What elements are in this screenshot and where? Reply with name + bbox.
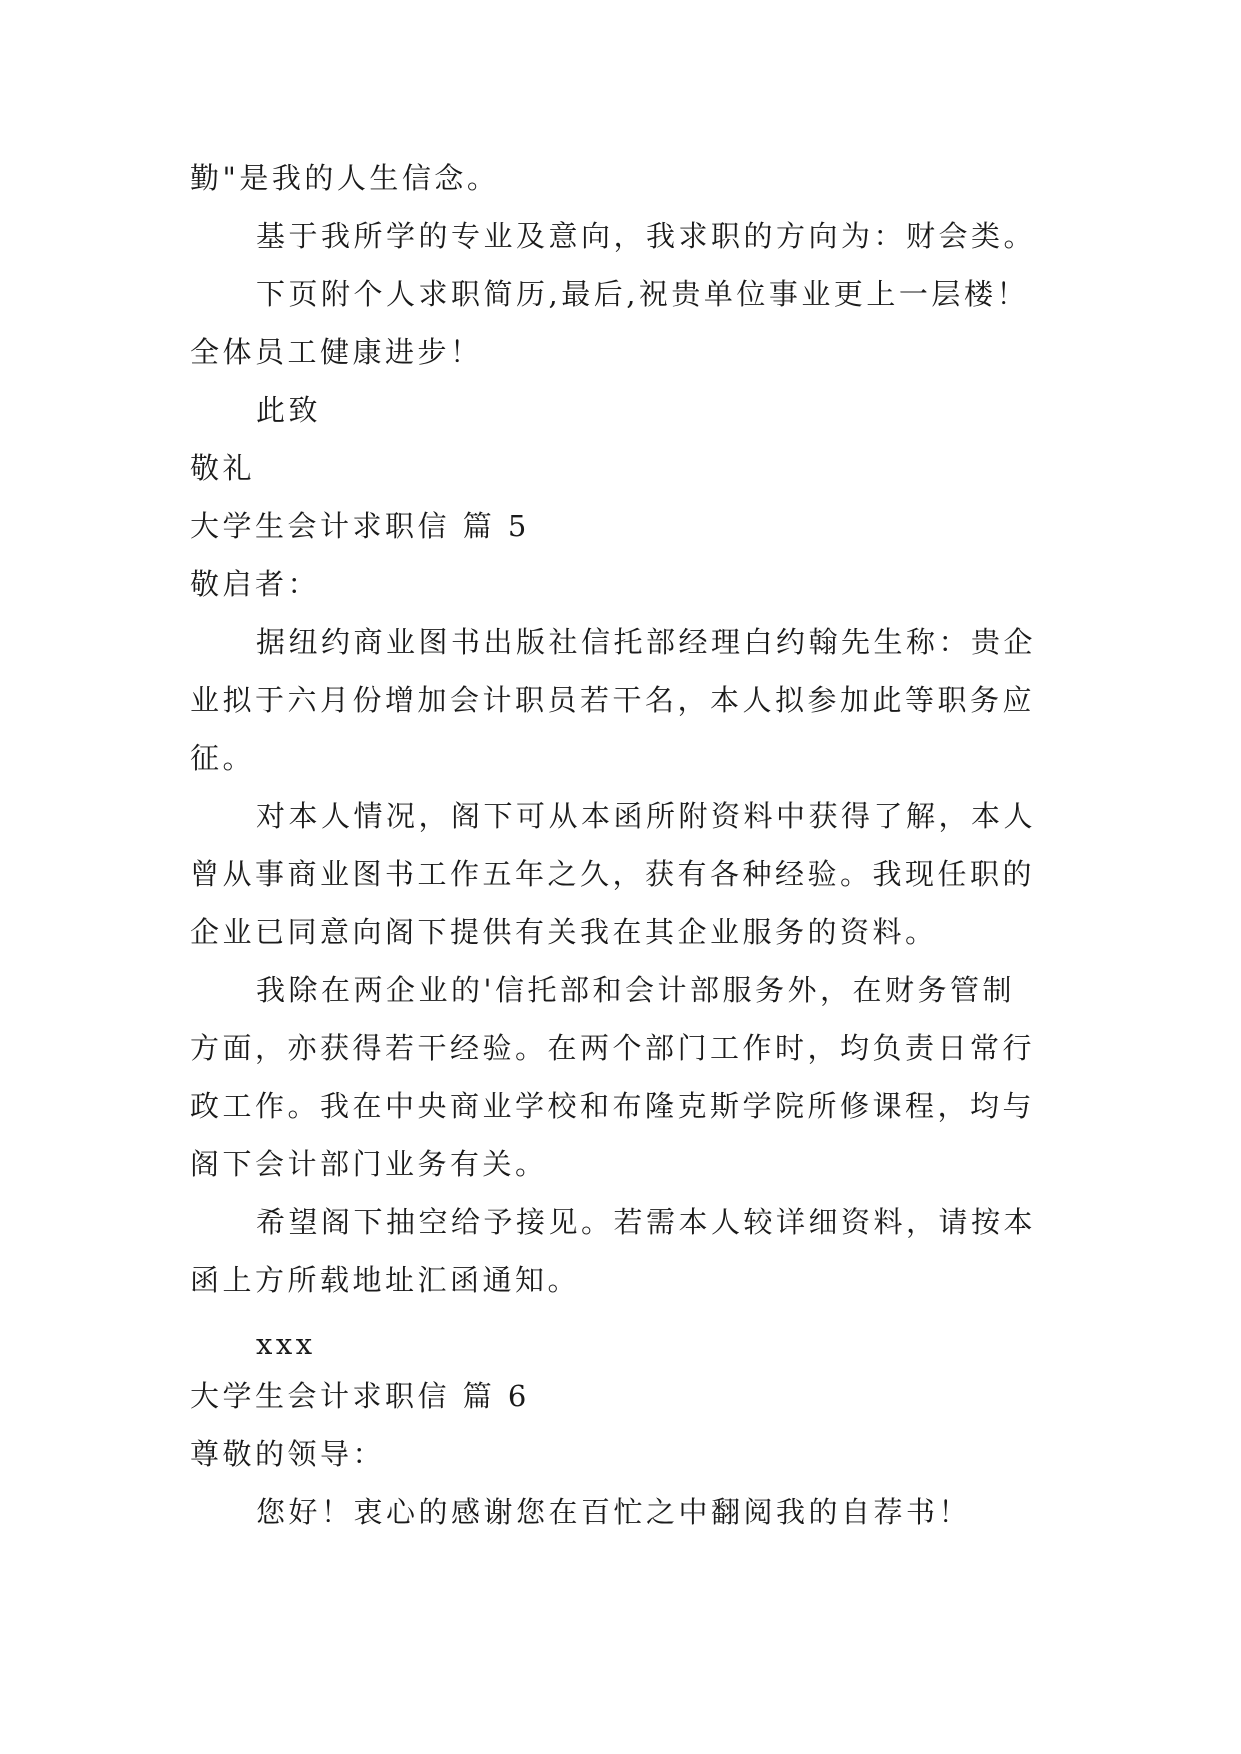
paragraph-line: 下页附个人求职简历,最后,祝贵单位事业更上一层楼！ [256,277,1029,311]
signature: xxx [256,1327,316,1361]
paragraph-line: 全体员工健康进步！ [190,335,483,369]
section-heading: 大学生会计求职信 篇 5 [190,509,530,543]
paragraph-line: 方面，亦获得若干经验。在两个部门工作时，均负责日常行 [190,1031,1036,1065]
salutation: 尊敬的领导： [190,1437,386,1471]
paragraph-line: 政工作。我在中央商业学校和布隆克斯学院所修课程，均与 [190,1089,1036,1123]
paragraph-line: 业拟于六月份增加会计职员若干名，本人拟参加此等职务应 [190,683,1036,717]
paragraph-line: 基于我所学的专业及意向，我求职的方向为：财会类。 [256,219,1037,253]
paragraph-line: 企业已同意向阁下提供有关我在其企业服务的资料。 [190,915,938,949]
salutation: 敬启者： [190,567,321,601]
paragraph-line: 征。 [190,741,256,775]
paragraph-line: 我除在两企业的'信托部和会计部服务外，在财务管制 [256,973,1015,1007]
paragraph-line: 希望阁下抽空给予接见。若需本人较详细资料，请按本 [256,1205,1037,1239]
section-heading: 大学生会计求职信 篇 6 [190,1379,530,1413]
paragraph-line: 对本人情况，阁下可从本函所附资料中获得了解，本人 [256,799,1037,833]
paragraph-line: 函上方所载地址汇函通知。 [190,1263,581,1297]
paragraph-line: 曾从事商业图书工作五年之久，获有各种经验。我现任职的 [190,857,1036,891]
closing-phrase: 此致 [256,393,322,427]
paragraph-line: 您好！衷心的感谢您在百忙之中翻阅我的自荐书！ [256,1495,972,1529]
closing-salutation: 敬礼 [190,451,256,485]
paragraph-line: 阁下会计部门业务有关。 [190,1147,548,1181]
paragraph-line: 据纽约商业图书出版社信托部经理白约翰先生称：贵企 [256,625,1037,659]
paragraph-line: 勤"是我的人生信念。 [190,161,500,195]
